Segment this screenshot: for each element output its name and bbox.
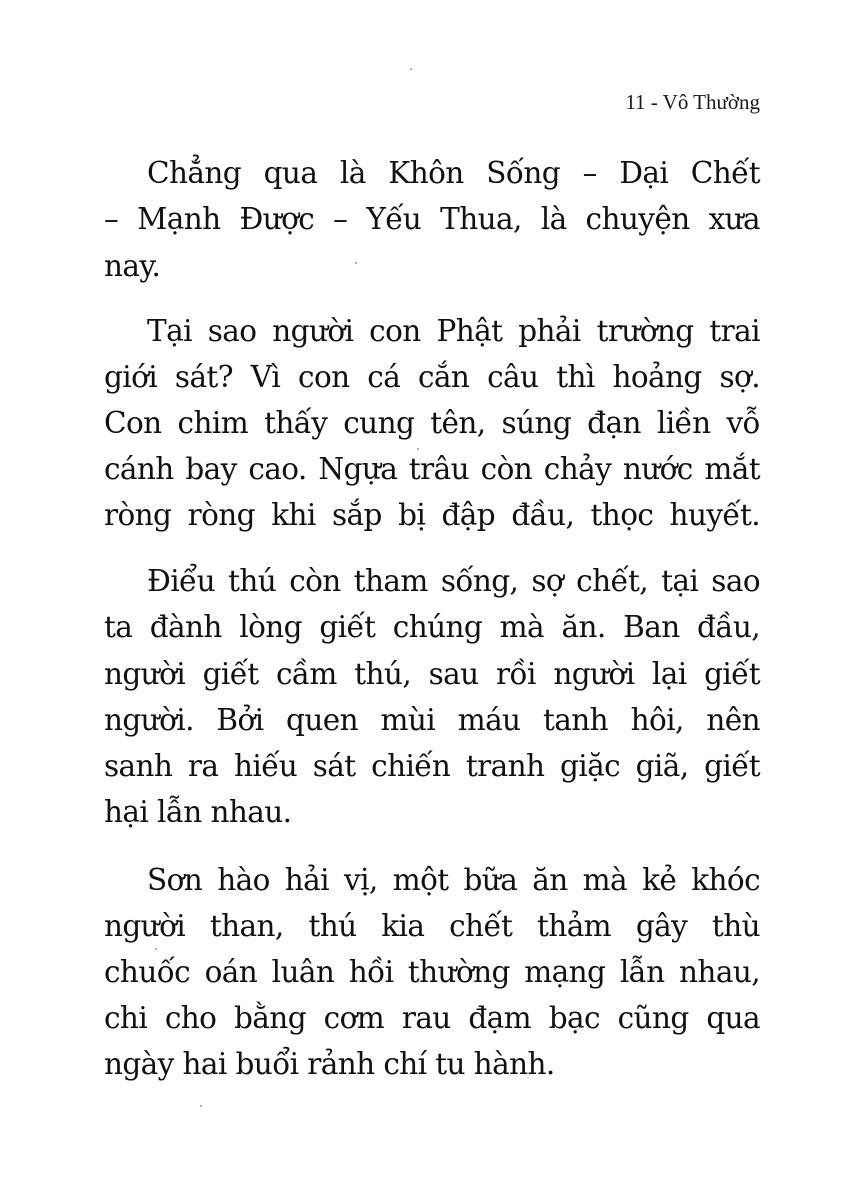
text-line: nay. (104, 249, 161, 283)
text-line: hại lẫn nhau. (104, 795, 292, 829)
text-line: người than, thú kia chết thảm gây thù (104, 909, 760, 943)
text-line: Sơn hào hải vị, một bữa ăn mà kẻ khóc (147, 863, 760, 897)
text-line: Tại sao người con Phật phải trường trai (147, 314, 760, 348)
text-line: Chẳng qua là Khôn Sống – Dại Chết (147, 156, 760, 190)
running-header: 11 - Vô Thường (625, 90, 760, 114)
text-line: ngày hai buổi rảnh chí tu hành. (104, 1047, 555, 1081)
text-line: ta đành lòng giết chúng mà ăn. Ban đầu, (104, 610, 760, 644)
text-line: Con chim thấy cung tên, súng đạn liền vỗ (104, 406, 760, 440)
text-line: chuốc oán luân hồi thường mạng lẫn nhau, (104, 955, 760, 989)
text-line: Điểu thú còn tham sống, sợ chết, tại sao (147, 564, 760, 598)
text-line: ròng ròng khi sắp bị đập đầu, thọc huyết. (104, 498, 760, 532)
text-line: – Mạnh Được – Yếu Thua, là chuyện xưa (104, 202, 760, 236)
text-line: chi cho bằng cơm rau đạm bạc cũng qua (104, 1001, 760, 1035)
text-line: người giết cầm thú, sau rồi người lại giết (104, 657, 760, 691)
scan-speck (355, 262, 357, 264)
text-line: người. Bởi quen mùi máu tanh hôi, nên (104, 703, 760, 737)
scan-speck (417, 448, 419, 450)
scan-speck (200, 1105, 202, 1107)
scan-speck (410, 68, 412, 70)
scan-speck (155, 948, 157, 950)
text-line: sanh ra hiếu sát chiến tranh giặc giã, giết (104, 749, 760, 783)
text-line: cánh bay cao. Ngựa trâu còn chảy nước mắt (104, 452, 760, 486)
text-line: giới sát? Vì con cá cắn câu thì hoảng sợ. (104, 360, 760, 394)
